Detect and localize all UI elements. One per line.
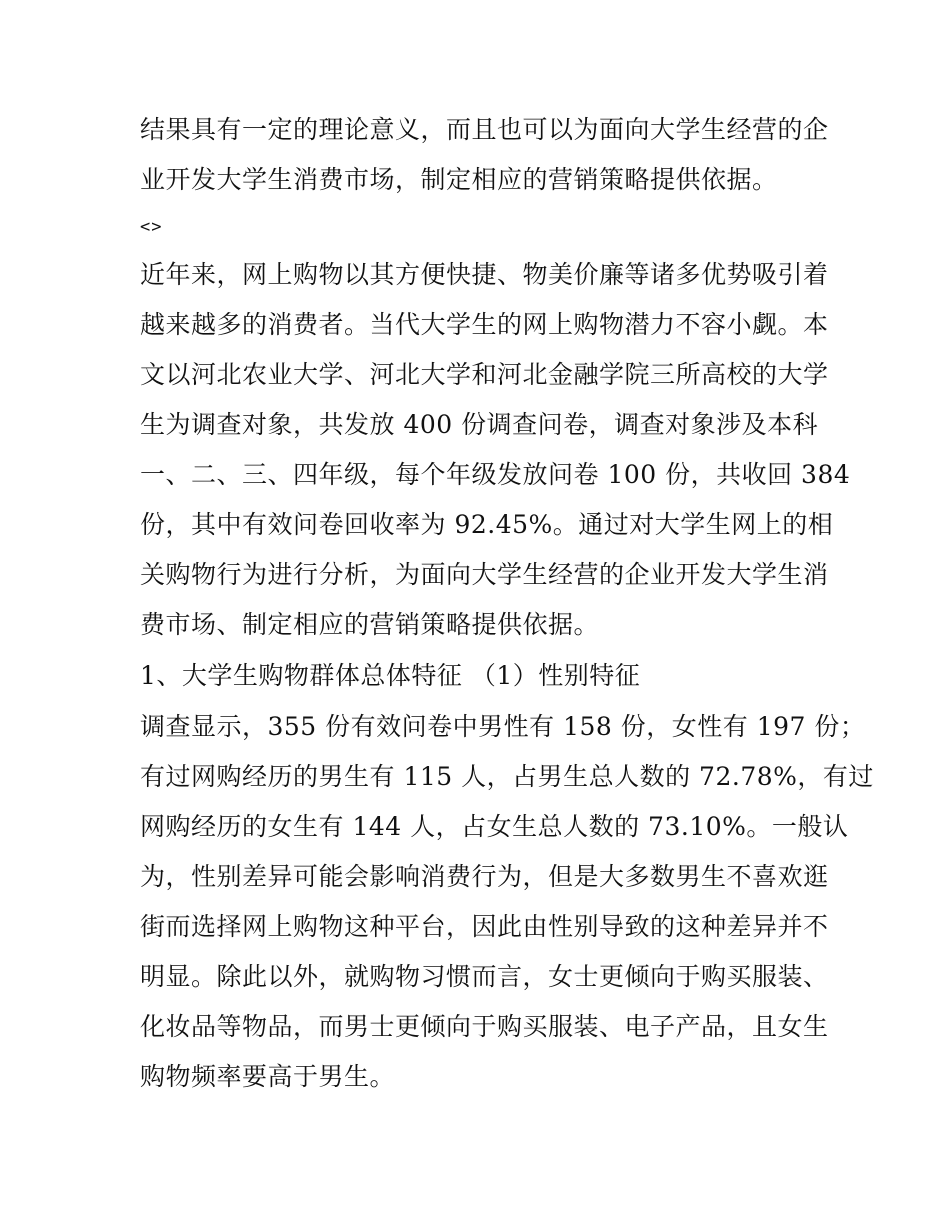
paragraph-1-line-1: 结果具有一定的理论意义，而且也可以为面向大学生经营的企 [140,115,829,144]
paragraph-2-line-8: 费市场、制定相应的营销策略提供依据。 [140,610,600,639]
paragraph-1-line-2: 业开发大学生消费市场，制定相应的营销策略提供依据。 [140,165,778,194]
paragraph-3-line-1: 调查显示，355 份有效问卷中男性有 158 份，女性有 197 份； [140,712,866,741]
section-heading: 1、大学生购物群体总体特征 （1）性别特征 [140,661,641,690]
paragraph-2-line-6: 份，其中有效问卷回收率为 92.45%。通过对大学生网上的相 [140,510,834,539]
paragraph-2-line-3: 文以河北农业大学、河北大学和河北金融学院三所高校的大学 [140,360,829,389]
paragraph-2-line-7: 关购物行为进行分析，为面向大学生经营的企业开发大学生消 [140,560,829,589]
paragraph-2-line-1: 近年来，网上购物以其方便快捷、物美价廉等诸多优势吸引着 [140,260,829,289]
paragraph-3-line-7: 化妆品等物品，而男士更倾向于购买服装、电子产品，且女生 [140,1012,829,1041]
paragraph-3-line-6: 明显。除此以外，就购物习惯而言，女士更倾向于购买服装、 [140,962,829,991]
paragraph-3-line-3: 网购经历的女生有 144 人，占女生总人数的 73.10%。一般认 [140,812,849,841]
paragraph-3-line-5: 街而选择网上购物这种平台，因此由性别导致的这种差异并不 [140,912,829,941]
paragraph-2-line-4: 生为调查对象，共发放 400 份调查问卷，调查对象涉及本科 [140,410,819,439]
paragraph-3-line-4: 为，性别差异可能会影响消费行为，但是大多数男生不喜欢逛 [140,862,829,891]
placeholder-marker: <> [140,217,163,237]
paragraph-2-line-2: 越来越多的消费者。当代大学生的网上购物潜力不容小觑。本 [140,310,829,339]
paragraph-2-line-5: 一、二、三、四年级，每个年级发放问卷 100 份，共收回 384 [140,460,851,489]
paragraph-3-line-2: 有过网购经历的男生有 115 人，占男生总人数的 72.78%，有过 [140,762,874,791]
paragraph-3-line-8: 购物频率要高于男生。 [140,1062,396,1091]
